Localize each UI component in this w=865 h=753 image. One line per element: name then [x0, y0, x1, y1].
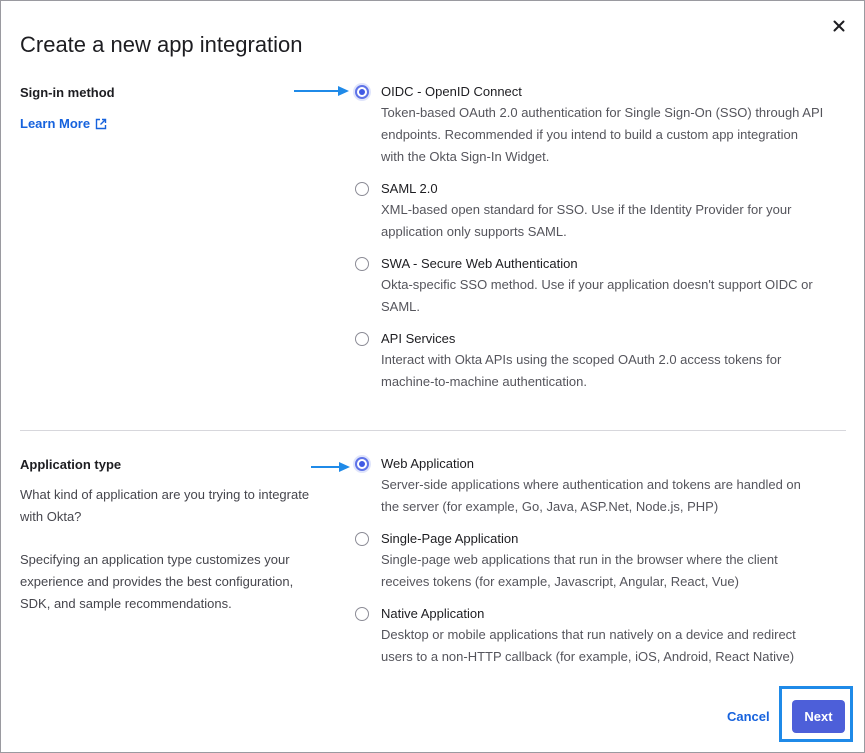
- close-button[interactable]: [828, 15, 850, 37]
- radio-option-web[interactable]: [355, 455, 845, 518]
- learn-more-label: Learn More: [20, 116, 91, 131]
- option-label: SAML 2.0: [381, 181, 438, 196]
- option-description: [381, 349, 781, 393]
- option-text: [381, 180, 791, 243]
- help-line: SDK, and sample recommendations.: [20, 596, 232, 611]
- radio-option-spa[interactable]: [355, 530, 845, 593]
- description-line: SAML.: [381, 299, 421, 314]
- external-link-icon: [95, 118, 107, 130]
- option-label: Single-Page Application: [381, 531, 519, 546]
- radio-button[interactable]: [355, 182, 369, 196]
- radio-option-native[interactable]: [355, 605, 845, 668]
- description-line: receives tokens (for example, Javascript, Angular, React, Vue): [381, 574, 739, 589]
- description-line: application only supports SAML.: [381, 224, 567, 239]
- radio-option-saml[interactable]: [355, 180, 845, 243]
- application-type-label: Application type: [20, 457, 122, 472]
- help-line: Specifying an application type customizes your: [20, 552, 290, 567]
- help-line: with Okta?: [20, 509, 82, 524]
- option-label: OIDC - OpenID Connect: [381, 84, 522, 99]
- option-description: [381, 474, 801, 518]
- option-label: SWA - Secure Web Authentication: [381, 256, 578, 271]
- description-line: the server (for example, Go, Java, ASP.Net, Node.js, PHP): [381, 499, 719, 514]
- radio-option-oidc[interactable]: [355, 83, 845, 168]
- dialog-title: Create a new app integration: [20, 32, 303, 57]
- description-line: users to a non-HTTP callback (for example, iOS, Android, React Native): [381, 649, 795, 664]
- option-description: [381, 102, 823, 168]
- option-text: [381, 255, 813, 318]
- help-line: experience and provides the best configuration,: [20, 574, 294, 589]
- description-line: machine-to-machine authentication.: [381, 374, 587, 389]
- option-text: [381, 330, 781, 393]
- radio-option-swa[interactable]: [355, 255, 845, 318]
- section-divider: [20, 430, 846, 431]
- radio-button[interactable]: [355, 257, 369, 271]
- option-label: API Services: [381, 331, 456, 346]
- sign-in-method-label: Sign-in method: [20, 85, 115, 100]
- cancel-button[interactable]: Cancel: [727, 709, 770, 724]
- description-line: Single-page web applications that run in the browser where the client: [381, 552, 778, 567]
- option-description: [381, 274, 813, 318]
- application-type-customization-help: [20, 549, 320, 615]
- next-button[interactable]: Next: [792, 700, 845, 733]
- description-line: Desktop or mobile applications that run natively on a device and redirect: [381, 627, 796, 642]
- description-line: Interact with Okta APIs using the scoped OAuth 2.0 access tokens for: [381, 352, 782, 367]
- arrow-right-icon: [311, 461, 351, 473]
- description-line: Token-based OAuth 2.0 authentication for Single Sign-On (SSO) through API: [381, 105, 824, 120]
- learn-more-link[interactable]: [20, 116, 107, 131]
- radio-button[interactable]: [355, 532, 369, 546]
- radio-button[interactable]: [355, 85, 369, 99]
- description-line: Server-side applications where authentication and tokens are handled on: [381, 477, 801, 492]
- option-description: [381, 199, 791, 243]
- option-description: [381, 549, 778, 593]
- option-text: [381, 83, 823, 168]
- description-line: Okta-specific SSO method. Use if your application doesn't support OIDC or: [381, 277, 813, 292]
- arrow-right-icon: [294, 85, 350, 97]
- application-type-help: [20, 484, 320, 528]
- option-text: [381, 455, 801, 518]
- option-description: [381, 624, 796, 668]
- radio-button[interactable]: [355, 457, 369, 471]
- radio-button[interactable]: [355, 332, 369, 346]
- radio-button[interactable]: [355, 607, 369, 621]
- description-line: endpoints. Recommended if you intend to build a custom app integration: [381, 127, 798, 142]
- close-icon: [833, 20, 845, 32]
- option-label: Native Application: [381, 606, 485, 621]
- description-line: XML-based open standard for SSO. Use if the Identity Provider for your: [381, 202, 792, 217]
- help-line: What kind of application are you trying to integrate: [20, 487, 310, 502]
- option-text: [381, 605, 796, 668]
- description-line: with the Okta Sign-In Widget.: [381, 149, 550, 164]
- option-text: [381, 530, 778, 593]
- radio-option-api[interactable]: [355, 330, 845, 393]
- option-label: Web Application: [381, 456, 474, 471]
